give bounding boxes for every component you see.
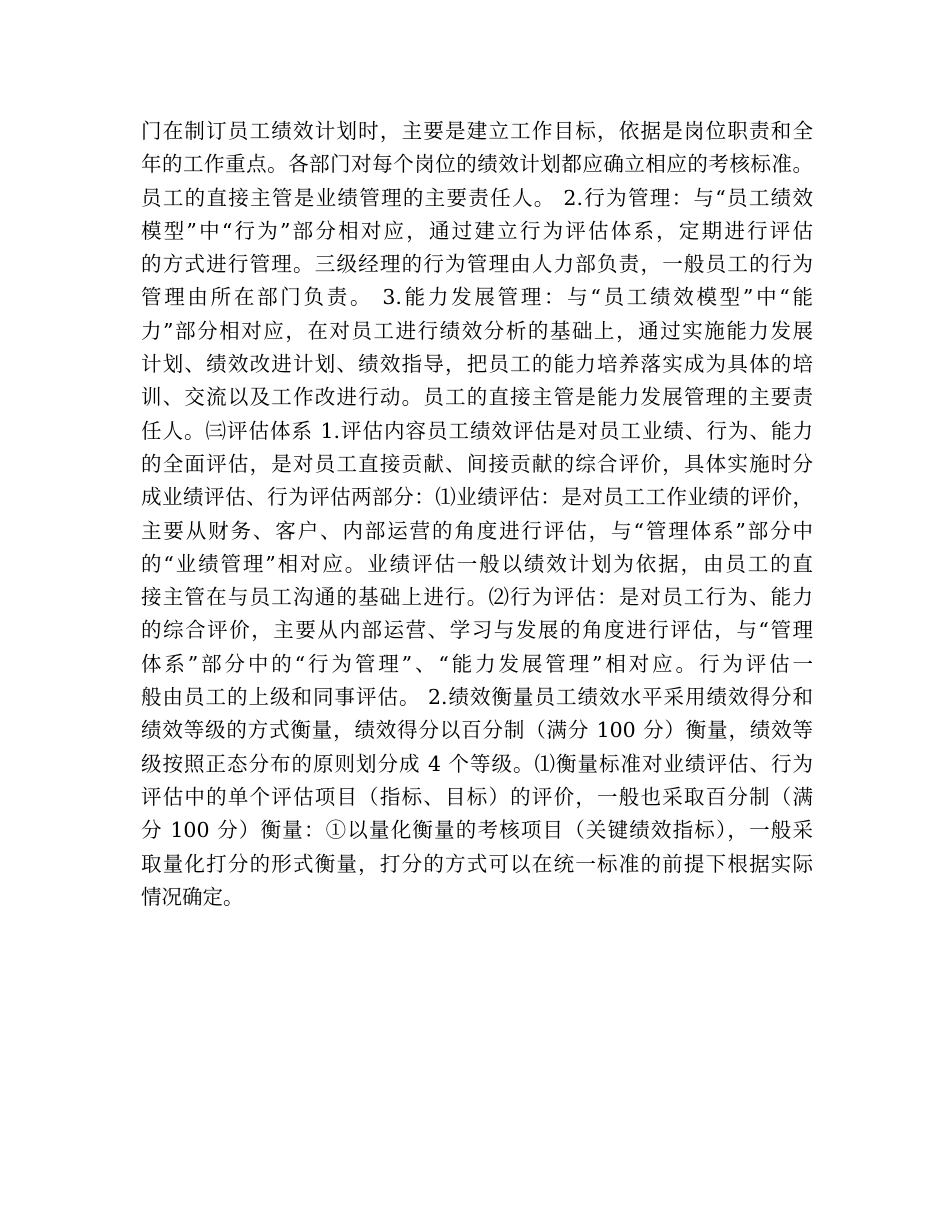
text-line: 年的工作重点。各部门对每个岗位的绩效计划都应确立相应的考核标准。	[141, 152, 813, 177]
text-line: 成业绩评估、行为评估两部分：⑴业绩评估：是对员工工作业绩的评价，	[141, 485, 813, 510]
text-line: 计划、绩效改进计划、绩效指导，把员工的能力培养落实成为具体的培	[141, 352, 813, 377]
text-line: 绩效等级的方式衡量，绩效得分以百分制（满分 100 分）衡量，绩效等	[141, 718, 813, 743]
text-line: 力”部分相对应，在对员工进行绩效分析的基础上，通过实施能力发展	[141, 318, 813, 343]
text-line: 主要从财务、客户、内部运营的角度进行评估，与“管理体系”部分中	[141, 518, 813, 543]
text-line: 级按照正态分布的原则划分成 4 个等级。⑴衡量标准对业绩评估、行为	[141, 751, 813, 776]
text-line: 般由员工的上级和同事评估。 2.绩效衡量员工绩效水平采用绩效得分和	[141, 685, 813, 710]
text-line: 情况确定。	[141, 884, 244, 909]
text-line: 管理由所在部门负责。 3.能力发展管理：与“员工绩效模型”中“能	[141, 285, 813, 310]
text-line: 取量化打分的形式衡量，打分的方式可以在统一标准的前提下根据实际	[141, 851, 813, 876]
text-line: 的综合评价，主要从内部运营、学习与发展的角度进行评估，与“管理	[141, 618, 813, 643]
body-paragraph	[141, 115, 813, 914]
text-line: 接主管在与员工沟通的基础上进行。⑵行为评估：是对员工行为、能力	[141, 585, 813, 610]
text-line: 员工的直接主管是业绩管理的主要责任人。 2.行为管理：与“员工绩效	[141, 185, 813, 210]
text-line: 评估中的单个评估项目（指标、目标）的评价，一般也采取百分制（满	[141, 784, 813, 809]
text-line: 门在制订员工绩效计划时，主要是建立工作目标，依据是岗位职责和全	[141, 119, 813, 143]
text-line: 的“业绩管理”相对应。业绩评估一般以绩效计划为依据，由员工的直	[141, 551, 813, 576]
text-line: 任人。㈢评估体系 1.评估内容员工绩效评估是对员工业绩、行为、能力	[141, 418, 813, 443]
text-line: 分 100 分）衡量：①以量化衡量的考核项目（关键绩效指标），一般采	[141, 818, 813, 843]
text-line: 训、交流以及工作改进行动。员工的直接主管是能力发展管理的主要责	[141, 385, 813, 410]
text-line: 的全面评估，是对员工直接贡献、间接贡献的综合评价，具体实施时分	[141, 451, 813, 476]
text-line: 模型”中“行为”部分相对应，通过建立行为评估体系，定期进行评估	[141, 218, 813, 243]
text-line: 体系”部分中的“行为管理”、“能力发展管理”相对应。行为评估一	[141, 651, 813, 676]
text-line: 的方式进行管理。三级经理的行为管理由人力部负责，一般员工的行为	[141, 252, 813, 277]
